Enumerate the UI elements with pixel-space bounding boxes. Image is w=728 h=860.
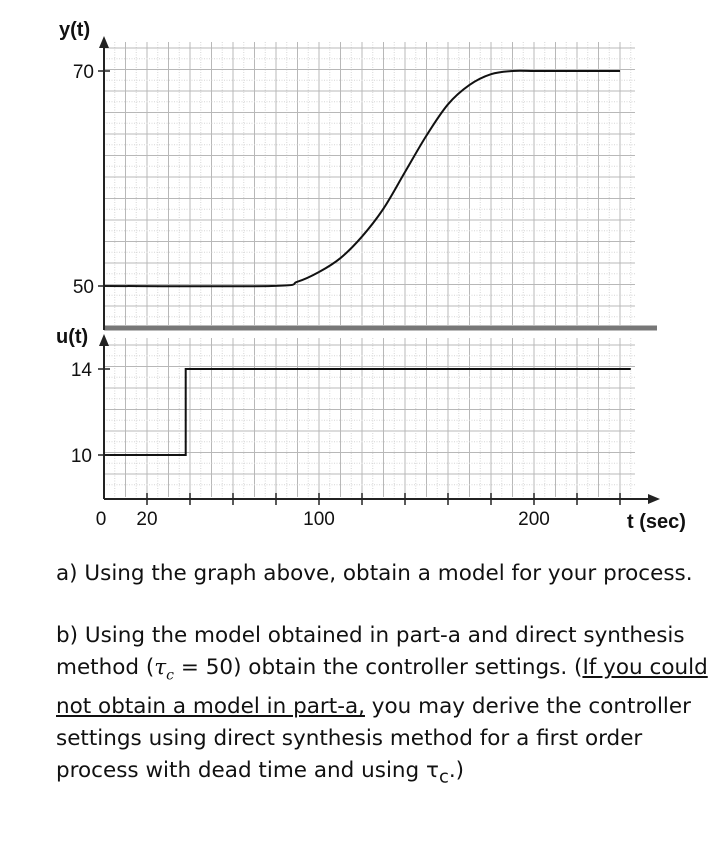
- tau-c-symbol: $\tau_c$: [154, 655, 175, 684]
- question-b-end: .): [448, 758, 465, 784]
- question-b: [56, 620, 716, 794]
- question-text: [56, 558, 716, 794]
- y-axis-label-lower: u(t): [56, 326, 89, 348]
- chart-marks: [98, 36, 660, 505]
- x-tick-label-20: 20: [136, 509, 158, 530]
- x-axis-arrowhead: [648, 494, 660, 504]
- question-b-rest: you may derive the controller settings using direct synthesis method for a first order process with dead time and using τ: [56, 694, 691, 784]
- x-tick-label-0: 0: [95, 509, 107, 530]
- x-tick-label-100: 100: [303, 509, 335, 530]
- question-b-underlined: If you could not obtain a model in part-a,: [56, 655, 708, 720]
- x-axis-label: t (sec): [627, 511, 686, 533]
- question-b-intro: b) Using the model obtained in part-a and direct synthesis method (: [56, 623, 685, 680]
- y-tick-label-lower-10: 10: [70, 446, 92, 467]
- tau-c-value: = 50: [174, 655, 234, 680]
- y-axis-upper-arrowhead: [99, 36, 109, 48]
- question-b-middle: ) obtain the controller settings. (: [233, 655, 583, 680]
- chart-grid: [104, 42, 635, 497]
- question-a: a) Using the graph above, obtain a model for your process.: [56, 561, 693, 586]
- y-tick-label-upper-50: 50: [72, 277, 94, 298]
- x-tick-label-200: 200: [518, 509, 550, 530]
- tau-c-subscript: c: [438, 766, 449, 788]
- y-tick-label-lower-14: 14: [70, 360, 92, 381]
- y-axis-label-upper: y(t): [59, 19, 91, 41]
- y-axis-lower-arrowhead: [99, 334, 109, 346]
- y-tick-label-upper-70: 70: [72, 62, 94, 83]
